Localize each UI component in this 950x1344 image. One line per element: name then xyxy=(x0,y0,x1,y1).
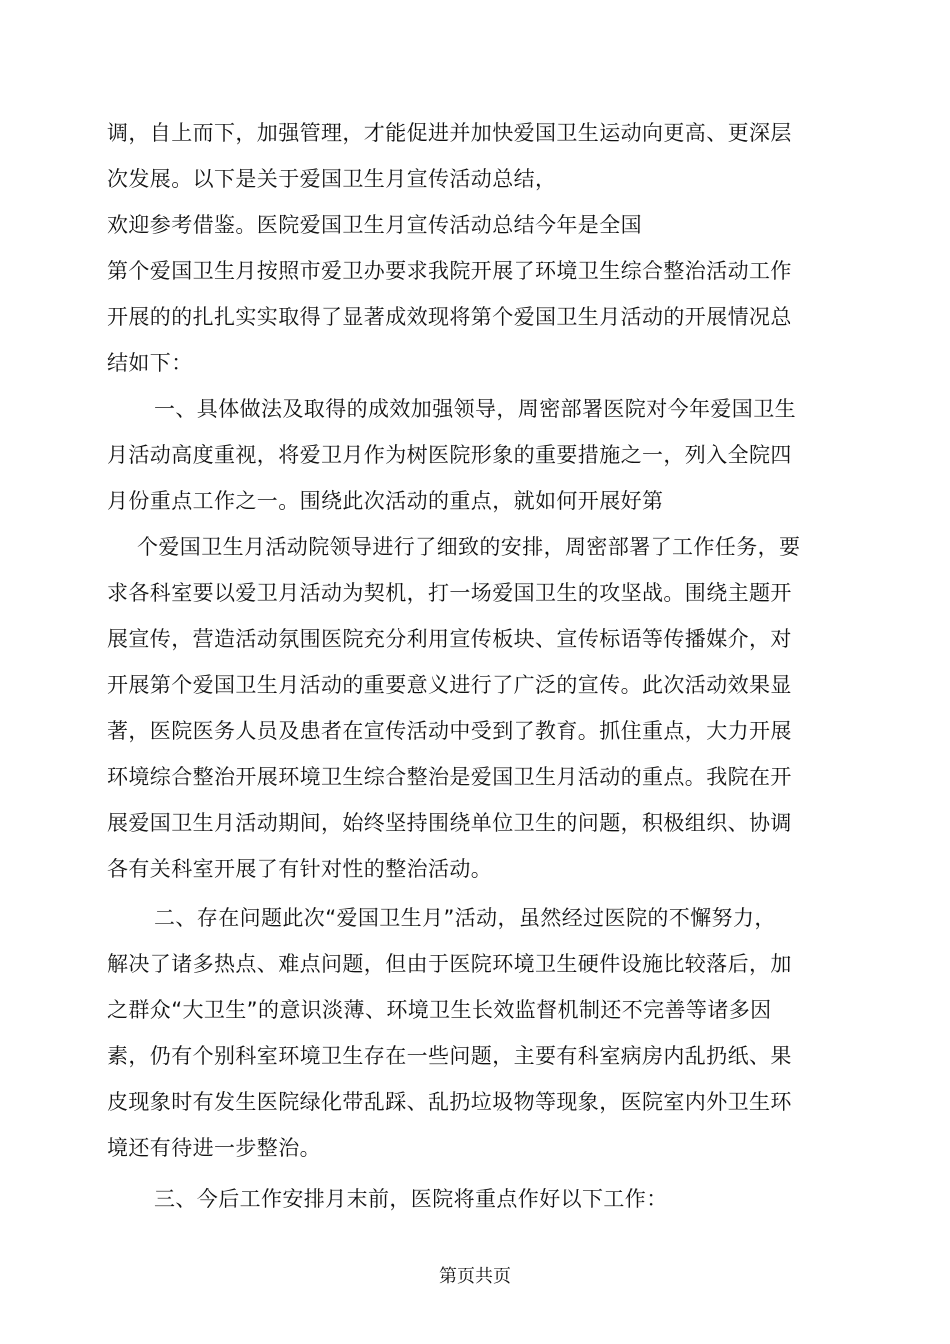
text-line: 各有关科室开展了有针对性的整治活动。 xyxy=(107,857,493,881)
text-line: 次发展。以下是关于爱国卫生月宣传活动总结， xyxy=(107,167,557,191)
text-line: 境还有待进一步整治。 xyxy=(107,1136,321,1160)
text-line: 二、存在问题此次“爱国卫生月”活动，虽然经过医院的不懈努力， xyxy=(154,906,776,930)
text-line: 第个爱国卫生月按照市爱卫办要求我院开展了环境卫生综合整治活动工作 xyxy=(107,259,792,283)
text-line: 解决了诸多热点、难点问题，但由于医院环境卫生硬件设施比较落后，加 xyxy=(107,952,792,976)
text-line: 展爱国卫生月活动期间，始终坚持围绕单位卫生的问题，积极组织、协调 xyxy=(107,811,792,835)
text-line: 三、今后工作安排月末前，医院将重点作好以下工作： xyxy=(154,1187,668,1211)
text-line: 个爱国卫生月活动院领导进行了细致的安排，周密部署了工作任务，要 xyxy=(137,535,801,559)
text-line: 调，自上而下，加强管理，才能促进并加快爱国卫生运动向更高、更深层 xyxy=(107,121,792,145)
text-line: 著，医院医务人员及患者在宣传活动中受到了教育。抓住重点，大力开展 xyxy=(107,719,792,743)
text-line: 欢迎参考借鉴。医院爱国卫生月宣传活动总结今年是全国 xyxy=(107,213,642,237)
text-line: 月份重点工作之一。围绕此次活动的重点，就如何开展好第 xyxy=(107,489,664,513)
text-line: 素，仍有个别科室环境卫生存在一些问题，主要有科室病房内乱扔纸、果 xyxy=(107,1044,792,1068)
text-line: 一、具体做法及取得的成效加强领导，周密部署医院对今年爱国卫生 xyxy=(154,397,796,421)
text-line: 开展的的扎扎实实取得了显著成效现将第个爱国卫生月活动的开展情况总 xyxy=(107,305,792,329)
text-line: 皮现象时有发生医院绿化带乱踩、乱扔垃圾物等现象，医院室内外卫生环 xyxy=(107,1090,792,1114)
text-line: 月活动高度重视，将爱卫月作为树医院形象的重要措施之一，列入全院四 xyxy=(107,443,792,467)
text-line: 结如下： xyxy=(107,351,193,375)
text-line: 求各科室要以爱卫月活动为契机，打一场爱国卫生的攻坚战。围绕主题开 xyxy=(107,581,792,605)
text-line: 之群众“大卫生”的意识淡薄、环境卫生长效监督机制还不完善等诸多因 xyxy=(107,998,772,1022)
text-line: 开展第个爱国卫生月活动的重要意义进行了广泛的宣传。此次活动效果显 xyxy=(107,673,792,697)
text-line: 环境综合整治开展环境卫生综合整治是爱国卫生月活动的重点。我院在开 xyxy=(107,765,792,789)
page-footer: 第页共页 xyxy=(439,1266,511,1287)
text-line: 展宣传，营造活动氛围医院充分利用宣传板块、宣传标语等传播媒介，对 xyxy=(107,627,792,651)
